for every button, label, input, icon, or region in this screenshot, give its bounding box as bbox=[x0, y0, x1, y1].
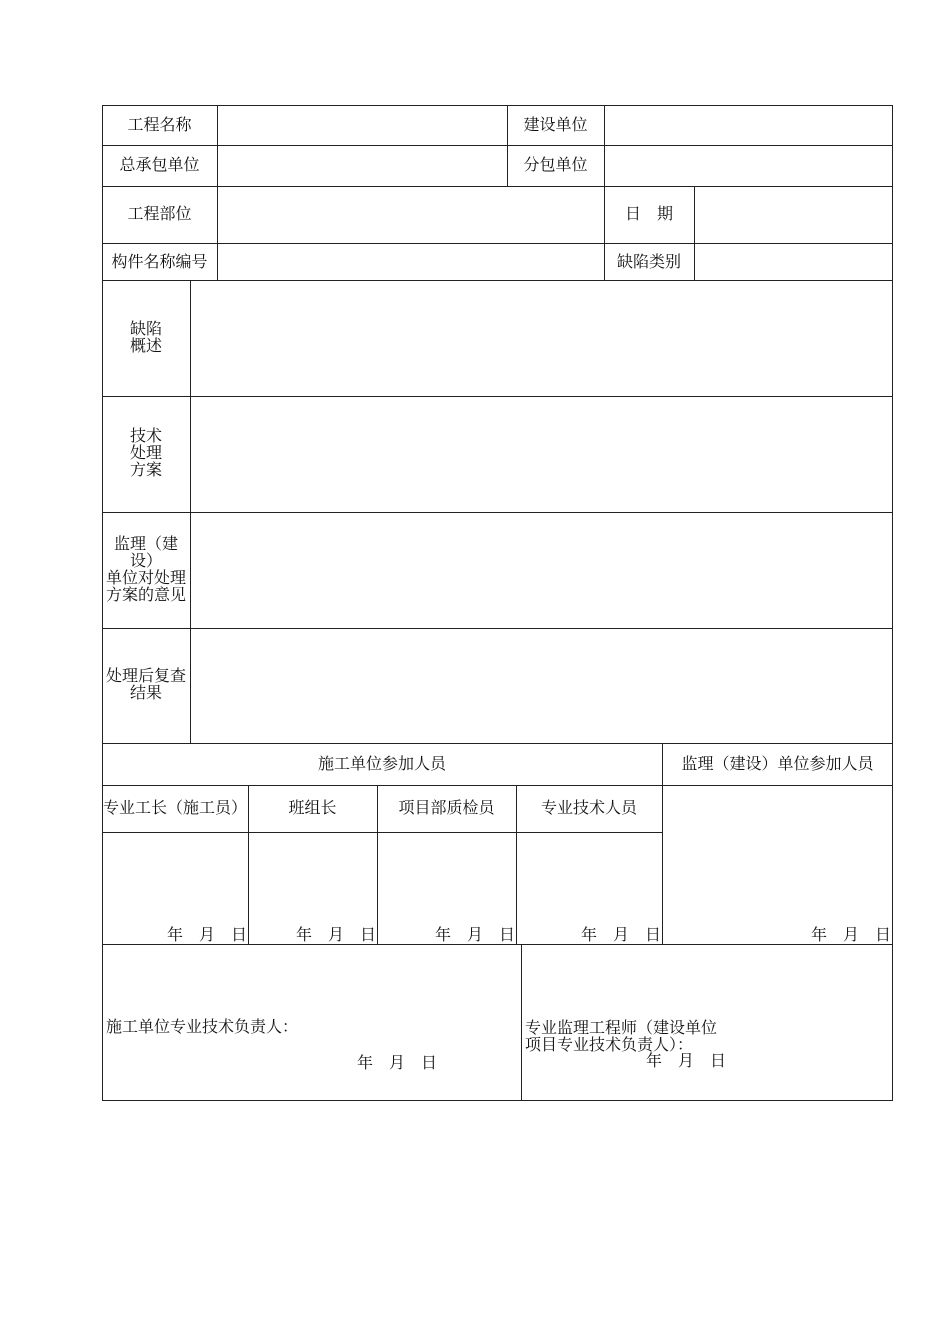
owner-unit-field[interactable] bbox=[605, 106, 892, 145]
supervision-signature-field[interactable] bbox=[663, 786, 892, 943]
project-part-field[interactable] bbox=[218, 187, 604, 243]
owner-unit-label: 建设单位 bbox=[523, 117, 588, 134]
supervisor-engineer-date: 年 月 日 bbox=[646, 1053, 727, 1070]
row-divider bbox=[102, 743, 893, 744]
date-field[interactable] bbox=[695, 187, 892, 243]
supervision-participants-title: 监理（建设）单位参加人员 bbox=[681, 756, 874, 773]
role-tech-staff: 专业技术人员 bbox=[540, 800, 637, 817]
role-quality-inspector: 项目部质检员 bbox=[398, 800, 495, 817]
date-label: 日 期 bbox=[624, 206, 673, 223]
defect-summary-label: 缺陷 概述 bbox=[129, 321, 162, 355]
construction-participants-title: 施工单位参加人员 bbox=[317, 756, 446, 773]
component-field[interactable] bbox=[218, 244, 604, 280]
supervisor-engineer-label: 专业监理工程师（建设单位 项目专业技术负责人）： bbox=[525, 1020, 718, 1054]
tech-staff-date: 年 月 日 bbox=[581, 927, 662, 944]
defect-type-field[interactable] bbox=[695, 244, 892, 280]
supervision-date: 年 月 日 bbox=[811, 927, 892, 944]
general-contractor-label: 总承包单位 bbox=[119, 157, 200, 174]
role-foreman: 专业工长（施工员） bbox=[102, 800, 247, 817]
border-bottom bbox=[102, 1100, 893, 1101]
role-team-leader: 班组长 bbox=[288, 800, 337, 817]
team-leader-date: 年 月 日 bbox=[296, 927, 377, 944]
component-label: 构件名称编号 bbox=[111, 254, 208, 271]
project-name-label: 工程名称 bbox=[127, 117, 192, 134]
border-right bbox=[892, 105, 893, 1101]
construction-tech-lead-label: 施工单位专业技术负责人： bbox=[106, 1019, 299, 1036]
project-part-label: 工程部位 bbox=[127, 206, 192, 223]
review-result-field[interactable] bbox=[191, 629, 892, 743]
general-contractor-field[interactable] bbox=[218, 146, 507, 186]
quality-inspector-date: 年 月 日 bbox=[435, 927, 516, 944]
supervision-opinion-label: 监理（建 设） 单位对处理 方案的意见 bbox=[105, 536, 186, 604]
defect-summary-field[interactable] bbox=[191, 281, 892, 396]
supervision-opinion-field[interactable] bbox=[191, 513, 892, 628]
tech-plan-field[interactable] bbox=[191, 397, 892, 512]
defect-treatment-form bbox=[102, 105, 893, 1101]
tech-plan-label: 技术 处理 方案 bbox=[129, 428, 162, 479]
project-name-field[interactable] bbox=[218, 106, 507, 145]
foreman-date: 年 月 日 bbox=[167, 927, 248, 944]
review-result-label: 处理后复查 结果 bbox=[105, 668, 186, 702]
subcontractor-label: 分包单位 bbox=[523, 157, 588, 174]
construction-tech-lead-date: 年 月 日 bbox=[357, 1055, 438, 1072]
defect-type-label: 缺陷类别 bbox=[616, 254, 681, 271]
subcontractor-field[interactable] bbox=[605, 146, 892, 186]
